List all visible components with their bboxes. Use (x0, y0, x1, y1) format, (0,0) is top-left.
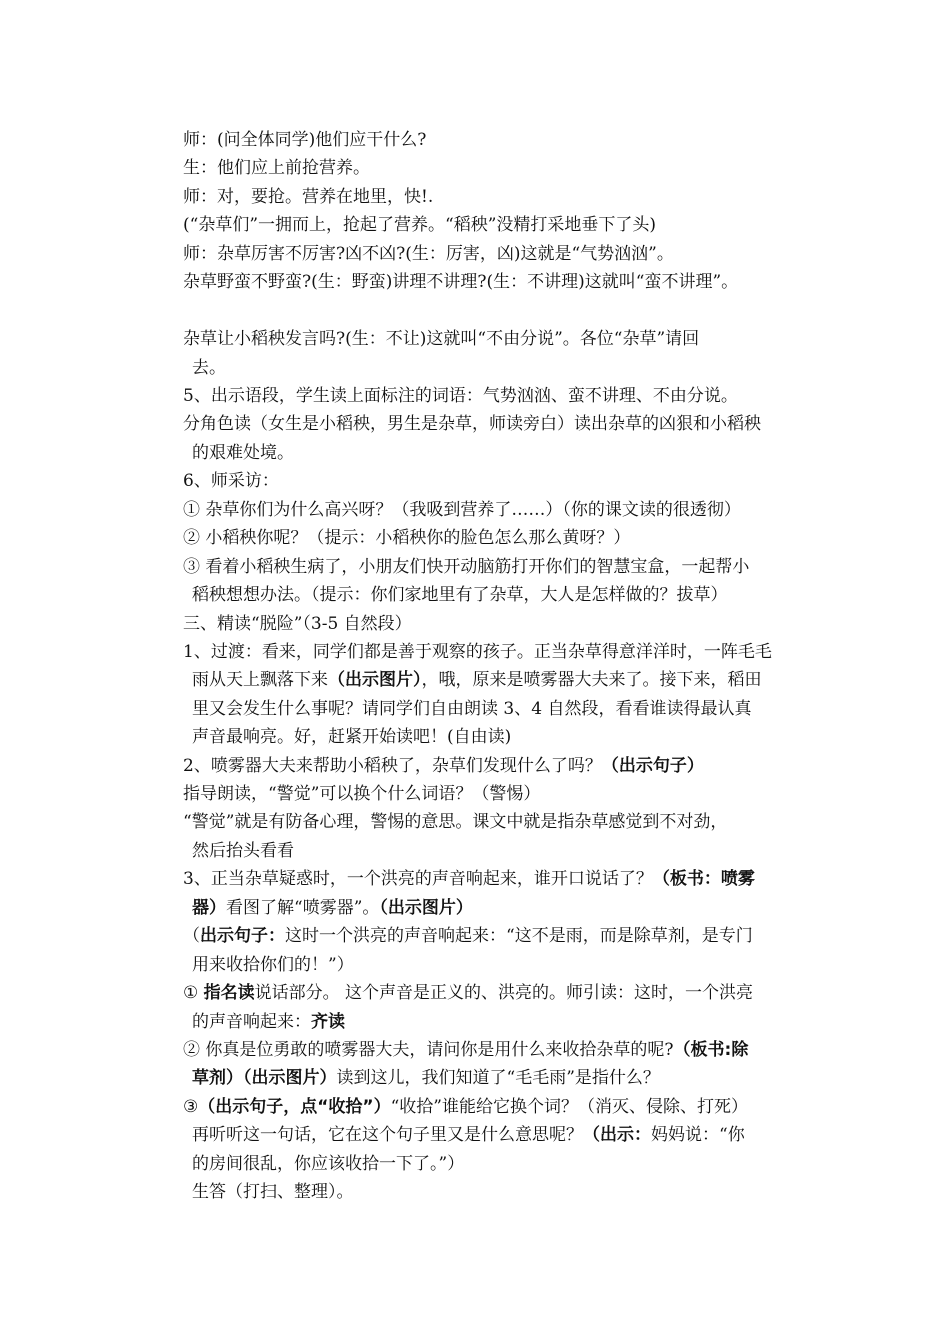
text-line (192, 1181, 354, 1203)
text-segment: ② 你真是位勇敢的喷雾器大夫，请问你是用什么来收拾杂草的呢? (183, 1040, 674, 1060)
text-segment: 师：(问全体同学)他们应干什么? (183, 130, 427, 150)
text-segment: 分角色读（女生是小稻秧，男生是杂草，师读旁白）读出杂草的凶狠和小稻秧 (183, 414, 761, 434)
bold-text-segment: （出示图片） (328, 670, 422, 690)
text-segment: 三、精读“脱险”（3-5 自然段） (183, 614, 412, 634)
text-segment: 说话部分。 这个声音是正义的、洪亮的。师引读：这时，一个洪亮 (254, 983, 754, 1003)
text-segment: 这时一个洪亮的声音响起来：“这不是雨，而是除草剂，是专门 (285, 926, 753, 946)
text-segment: (“杂草们”一拥而上，抢起了营养。“稻秧”没精打采地垂下了头) (183, 215, 657, 235)
text-segment: ① (183, 983, 204, 1003)
bold-text-segment: 草剂）（出示图片） (192, 1068, 337, 1088)
text-segment: 师：对，要抢。营养在地里，快!. (183, 187, 434, 207)
text-line (183, 385, 738, 407)
text-line (183, 613, 412, 635)
bold-text-segment: （出示： (583, 1125, 651, 1145)
text-segment: “警觉”就是有防备心理，警惕的意思。课文中就是指杂草感觉到不对劲， (183, 812, 728, 832)
bold-text-segment: （板书:除 (673, 1040, 749, 1060)
text-segment: ② 小稻秧你呢？（提示：小稻秧你的脸色怎么那么黄呀？） (183, 528, 631, 548)
text-segment: 稻秧想想办法。（提示：你们家地里有了杂草，大人是怎样做的？拔草） (192, 585, 728, 605)
text-line (192, 669, 762, 691)
text-line (192, 357, 226, 379)
text-line (183, 556, 749, 578)
text-segment: ，哦，原来是喷雾器大夫来了。接下来，稻田 (421, 670, 762, 690)
text-segment: 读到这儿，我们知道了“毛毛雨”是指什么？ (336, 1068, 660, 1088)
text-line (183, 243, 674, 265)
text-line (183, 868, 755, 890)
text-line (192, 1011, 345, 1033)
text-segment: ① 杂草你们为什么高兴呀？（我吸到营养了……）（你的课文读的很透彻） (183, 500, 741, 520)
text-segment: 指导朗读，“警觉”可以换个什么词语？（警惕） (183, 784, 541, 804)
bold-text-segment: （出示图片） (379, 898, 473, 918)
text-segment: 生：他们应上前抢营养。 (183, 158, 370, 178)
text-segment: 杂草让小稻秧发言吗?(生：不让)这就叫“不由分说”。各位“杂草”请回 (183, 329, 700, 349)
text-line (183, 470, 279, 492)
text-line (192, 698, 751, 720)
text-segment: 看图了解“喷雾器”。 (226, 898, 380, 918)
text-segment: 师：杂草厉害不厉害?凶不凶?(生：厉害，凶)这就是“气势汹汹”。 (183, 244, 674, 264)
text-segment: （ (183, 926, 200, 946)
text-line (192, 584, 728, 606)
bold-text-segment: （板书：喷雾 (652, 869, 755, 889)
text-line (192, 1124, 745, 1146)
text-line (183, 328, 699, 350)
text-segment: 里又会发生什么事呢？请同学们自由朗读 3、4 自然段，看看谁读得最认真 (192, 699, 752, 719)
text-line (192, 954, 354, 976)
text-segment: 的艰难处境。 (192, 443, 294, 463)
text-line (192, 1153, 464, 1175)
text-segment: 声音最响亮。好，赶紧开始读吧！(自由读) (192, 727, 512, 747)
text-line (183, 811, 727, 833)
text-segment: 杂草野蛮不野蛮?(生：野蛮)讲理不讲理?(生：不讲理)这就叫“蛮不讲理”。 (183, 272, 739, 292)
text-segment: 妈妈说：“你 (651, 1125, 745, 1145)
text-segment: 3、正当杂草疑惑时，一个洪亮的声音响起来，谁开口说话了？ (183, 869, 653, 889)
text-segment: 再听听这一句话，它在这个句子里又是什么意思呢？ (192, 1125, 583, 1145)
text-line (192, 442, 294, 464)
text-segment: 1、过渡：看来，同学们都是善于观察的孩子。正当杂草得意洋洋时，一阵毛毛 (183, 642, 772, 662)
bold-text-segment: 器） (192, 898, 226, 918)
bold-text-segment: 齐读 (311, 1012, 345, 1032)
text-segment: 的房间很乱，你应该收拾一下了。”） (192, 1154, 465, 1174)
text-segment: 2、喷雾器大夫来帮助小稻秧了，杂草们发现什么了吗？ (183, 756, 602, 776)
text-segment: ③ 看着小稻秧生病了，小朋友们快开动脑筋打开你们的智慧宝盒，一起帮小 (183, 557, 750, 577)
text-line (183, 499, 741, 521)
text-segment: 去。 (192, 358, 226, 378)
text-line (192, 840, 294, 862)
bold-text-segment: （出示句子，点“收拾”） (198, 1097, 391, 1117)
text-line (183, 783, 540, 805)
text-line (183, 157, 370, 179)
text-line (183, 214, 656, 236)
text-line (183, 129, 426, 151)
text-line (183, 413, 761, 435)
text-line (183, 925, 753, 947)
text-line (192, 897, 473, 919)
bold-text-segment: 出示句子： (200, 926, 285, 946)
text-segment: 用来收拾你们的！”） (192, 955, 354, 975)
text-segment: “收拾”谁能给它换个词？（消灭、侵除、打死） (390, 1097, 748, 1117)
bold-text-segment: （出示句子） (601, 756, 704, 776)
text-line (183, 1096, 748, 1118)
text-line (183, 527, 630, 549)
text-line (183, 982, 753, 1004)
text-line (183, 1039, 748, 1061)
text-segment: 雨从天上飘落下来 (192, 670, 328, 690)
text-segment: 6、师采访： (183, 471, 279, 491)
text-segment: 的声音响起来： (192, 1012, 311, 1032)
text-segment: 生答（打扫、整理）。 (192, 1182, 354, 1202)
text-line (183, 271, 738, 293)
text-line (183, 641, 772, 663)
text-line (192, 1067, 660, 1089)
bold-text-segment: 指名读 (203, 983, 255, 1003)
text-segment: 5、出示语段，学生读上面标注的词语：气势汹汹、蛮不讲理、不由分说。 (183, 386, 738, 406)
text-line (192, 726, 511, 748)
text-line (183, 755, 704, 777)
text-segment: ③ (183, 1097, 199, 1117)
text-segment: 然后抬头看看 (192, 841, 294, 861)
text-line (183, 186, 433, 208)
